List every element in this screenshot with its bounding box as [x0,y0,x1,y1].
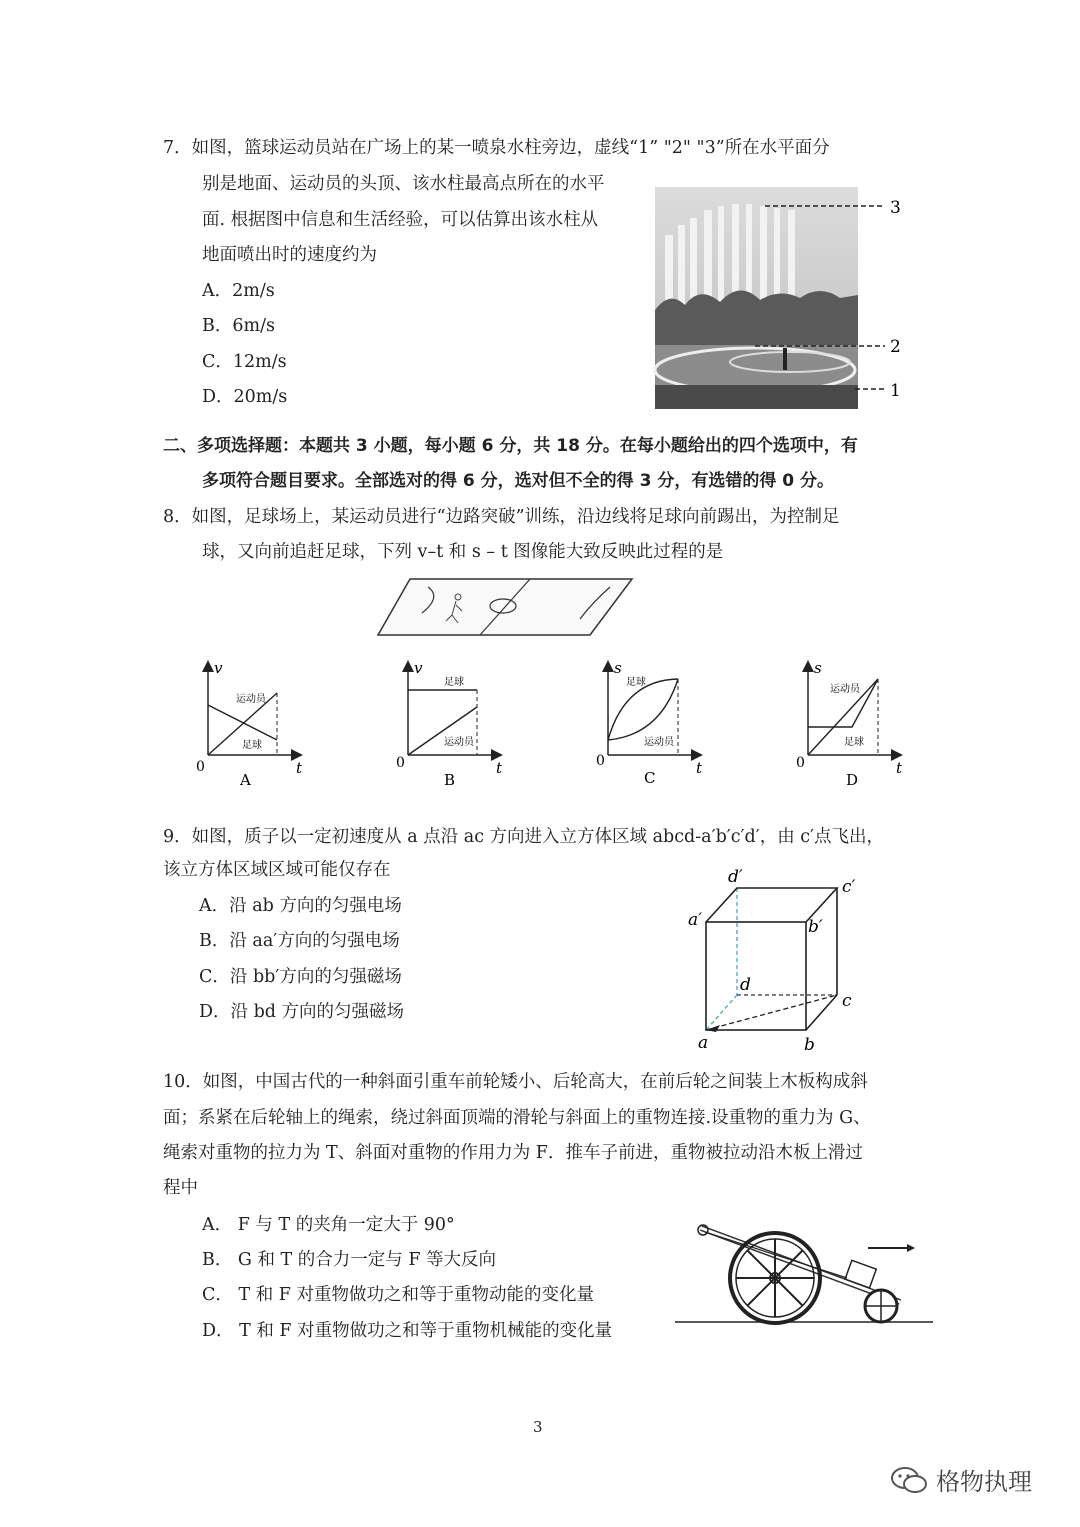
graph-b-y-axis: v [414,659,423,677]
wechat-icon [890,1465,928,1495]
cube-label-d-prime: d′ [728,867,743,887]
graph-c-label-ball: 足球 [626,677,646,688]
q7-stem-line1: 7．如图，篮球运动员站在广场上的某一喷泉水柱旁边，虚线“1” "2" "3”所在水平面分 [163,138,830,158]
graph-d-origin: 0 [796,755,805,771]
q7-stem-line2: 别是地面、运动员的头顶、该水柱最高点所在的水平 [202,174,605,194]
watermark-text: 格物执理 [936,1468,1032,1496]
graph-b-label-ball: 足球 [444,677,464,688]
q8-graphs [190,655,930,790]
cube-label-c-prime: c′ [842,877,856,897]
q7-stem-line3: 面. 根据图中信息和生活经验，可以估算出该水柱从 [202,210,599,230]
cube-label-a-prime: a′ [688,910,702,930]
graph-c-ball-curve [608,679,678,740]
q7-option-d: D．20m/s [202,387,288,407]
graph-b [396,659,503,789]
q10-option-b: B． G 和 T 的合力一定与 F 等大反向 [202,1250,497,1270]
q9-stem-line2: 该立方体区域区域可能仅存在 [163,860,391,880]
watermark [890,1462,1032,1497]
graph-c-letter: C [644,769,656,787]
graph-c [596,659,703,787]
graph-a [196,659,303,789]
graph-b-label-player: 运动员 [444,737,474,748]
graph-a-origin: 0 [196,759,205,775]
q10-stem-line4: 程中 [163,1178,198,1198]
cube-label-a: a [698,1033,709,1053]
soccer-field-figure [370,575,640,640]
graph-a-label-ball: 足球 [242,740,262,751]
q9-option-b: B．沿 aa′方向的匀强电场 [199,931,400,951]
graph-d-label-player: 运动员 [830,684,860,695]
graph-d-x-axis: t [896,759,903,777]
q10-stem-line3: 绳索对重物的拉力为 T、斜面对重物的作用力为 F．推车子前进，重物被拉动沿木板上滑过 [163,1143,863,1163]
graph-b-x-axis: t [496,759,503,777]
q10-stem-line1: 10．如图，中国古代的一种斜面引重车前轮矮小、后轮高大，在前后轮之间装上木板构成斜 [163,1072,868,1092]
graph-b-letter: B [444,771,456,789]
cube-label-c: c [842,991,852,1011]
section2-heading-line2: 多项符合题目要求。全部选对的得 6 分，选对但不全的得 3 分，有选错的得 0 分。 [202,471,834,491]
q10-stem-line2: 面；系紧在后轮轴上的绳索，绕过斜面顶端的滑轮与斜面上的重物连接.设重物的重力为 G、 [163,1108,871,1128]
graph-d-label-ball: 足球 [844,737,864,748]
graph-a-letter: A [240,771,251,789]
page-number: 3 [533,1418,543,1436]
q7-stem-line4: 地面喷出时的速度约为 [202,245,377,265]
q9-option-a: A．沿 ab 方向的匀强电场 [199,896,402,916]
q9-stem-line1: 9．如图，质子以一定初速度从 a 点沿 ac 方向进入立方体区域 abcd-a′b′c′d′，由 c′点飞出， [163,827,885,847]
q10-option-c: C． T 和 F 对重物做功之和等于重物动能的变化量 [202,1285,594,1305]
graph-a-label-player: 运动员 [236,694,266,705]
section2-heading-line1: 二、多项选择题：本题共 3 小题，每小题 6 分，共 18 分。在每小题给出的四个选项中，有 [163,436,858,456]
cube-label-b-prime: b′ [808,917,823,937]
graph-c-label-player: 运动员 [644,737,674,748]
graph-d [796,659,903,789]
q8-stem-line1: 8．如图，足球场上，某运动员进行“边路突破”训练，沿边线将足球向前踢出，为控制足 [163,507,840,527]
graph-c-x-axis: t [696,759,703,777]
level-label-3: 3 [890,198,901,218]
cube-label-b: b [804,1035,815,1055]
q9-option-c: C．沿 bb′方向的匀强磁场 [199,967,402,987]
level-label-2: 2 [890,337,901,357]
graph-d-y-axis: s [814,659,822,677]
rear-wheel [730,1233,820,1323]
q10-option-d: D． T 和 F 对重物做功之和等于重物机械能的变化量 [202,1321,613,1341]
q8-stem-line2: 球，又向前追赶足球，下列 v–t 和 s – t 图像能大致反映此过程的是 [202,542,724,562]
ac-diagonal [706,995,837,1030]
q7-option-a: A．2m/s [202,281,275,301]
q7-option-c: C．12m/s [202,352,287,372]
q10-option-a: A． F 与 T 的夹角一定大于 90° [202,1215,455,1235]
cube-figure [680,860,880,1060]
q7-option-b: B．6m/s [202,316,275,336]
q9-option-d: D．沿 bd 方向的匀强磁场 [199,1002,405,1022]
front-wheel [865,1290,897,1322]
fountain-figure [650,180,920,415]
graph-a-y-axis: v [214,659,223,677]
graph-c-origin: 0 [596,753,605,769]
graph-a-x-axis: t [296,759,303,777]
cart-figure [675,1210,935,1325]
graph-b-origin: 0 [396,755,405,771]
level-label-1: 1 [890,381,901,401]
graph-a-ball-line [208,705,277,740]
basketball-player [783,348,787,370]
cube-label-d: d [740,975,751,995]
graph-c-y-axis: s [614,659,622,677]
graph-d-letter: D [846,771,859,789]
